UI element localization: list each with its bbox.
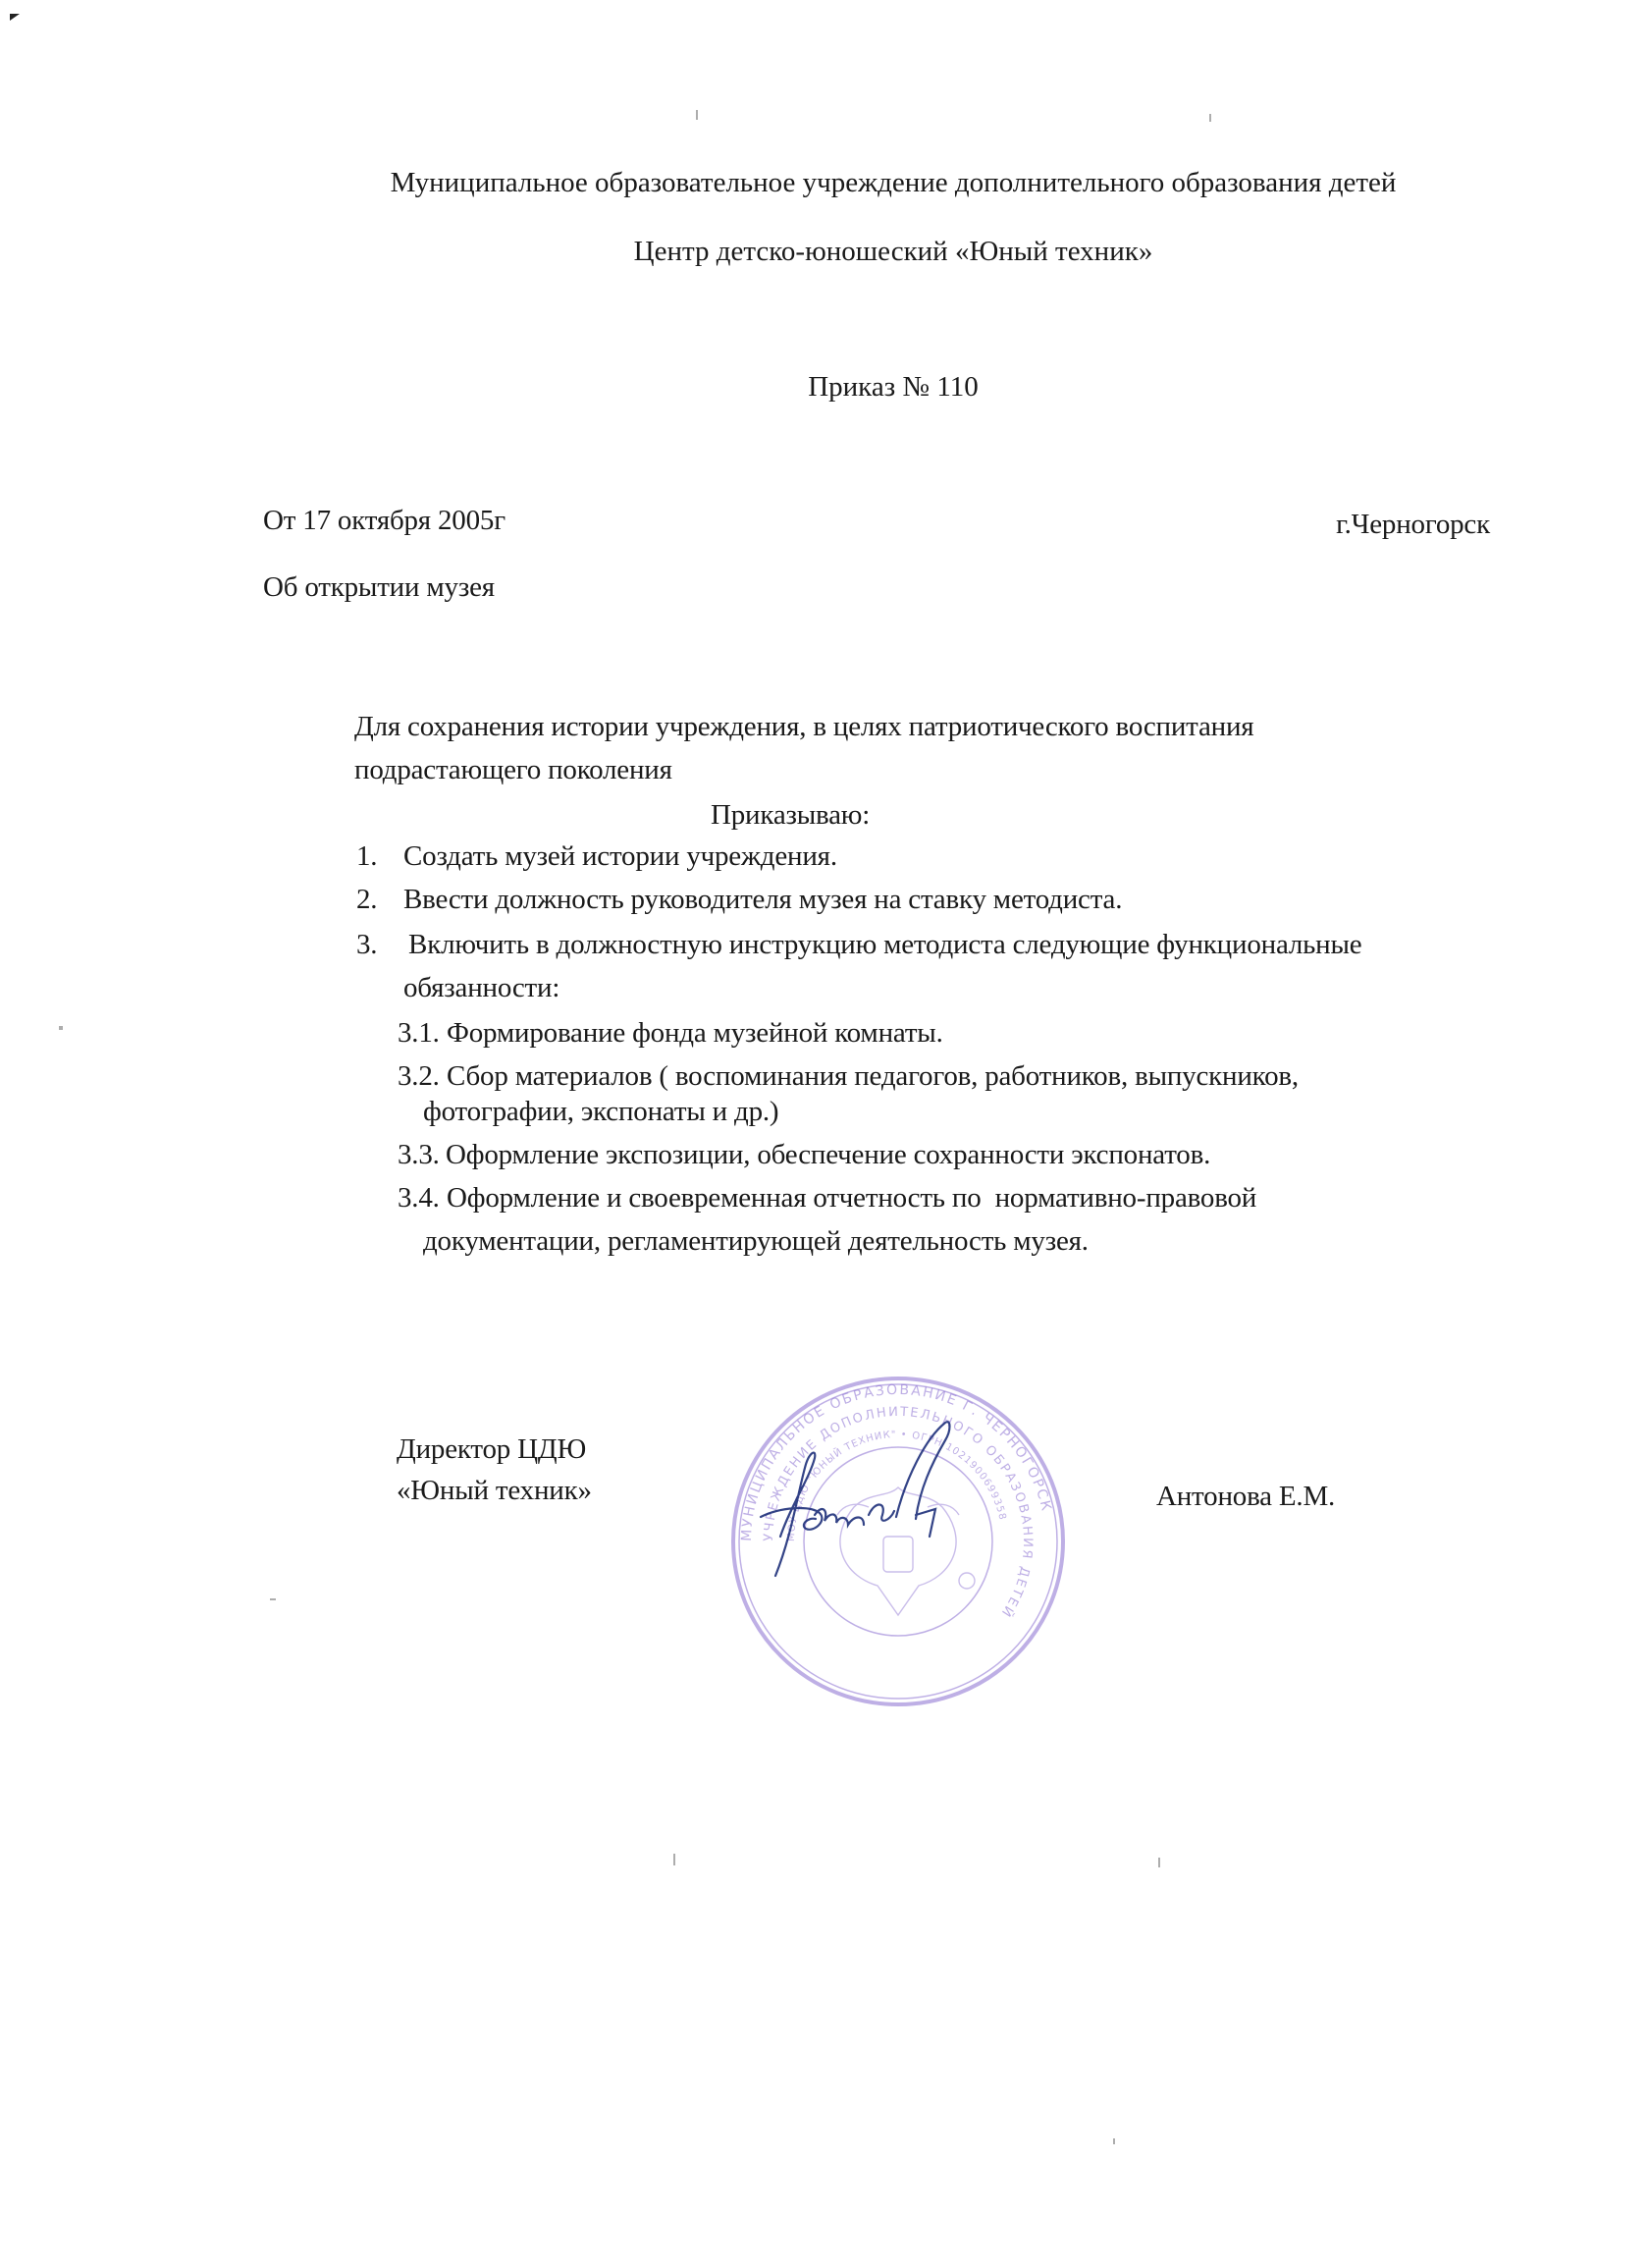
scan-speck — [270, 1598, 276, 1600]
stamp-outer-ring-text: МУНИЦИПАЛЬНОЕ ОБРАЗОВАНИЕ Г. ЧЕРНОГОРСК — [738, 1381, 1055, 1542]
subitem-number: 3.1. — [398, 1017, 440, 1049]
preamble-line: подрастающего поколения — [354, 754, 672, 785]
stamp-inner-ring-text: МОУ ЦДЮ "ЮНЫЙ ТЕХНИК" • ОГРН 1021900699358 — [785, 1429, 1008, 1542]
subitem-number: 3.3. — [398, 1139, 440, 1170]
order-date: От 17 октября 2005г — [263, 505, 505, 536]
scan-speck — [1113, 2138, 1115, 2144]
organization-subname: Центр детско-юношеский «Юный техник» — [633, 236, 1153, 267]
item-number: 1. — [356, 840, 378, 872]
stamp-middle-ring-text: УЧРЕЖДЕНИЕ ДОПОЛНИТЕЛЬНОГО ОБРАЗОВАНИЯ ДЕТЕЙ — [761, 1404, 1036, 1621]
item-number: 2. — [356, 884, 378, 915]
signatory-name: Антонова Е.М. — [1156, 1481, 1336, 1512]
stamp-inner-border — [804, 1447, 992, 1636]
signatory-title: «Юный техник» — [397, 1475, 592, 1506]
stamp-eagle-emblem — [837, 1487, 975, 1615]
subitem-number: 3.4. — [398, 1182, 440, 1214]
scan-speck — [1209, 114, 1211, 122]
item-text: Создать музей истории учреждения. — [403, 840, 837, 872]
item-text: Ввести должность руководителя музея на ставку методиста. — [403, 884, 1123, 915]
scan-speck — [673, 1854, 675, 1865]
subitem-text: Сбор материалов ( воспоминания педагогов, работников, выпускников, — [447, 1060, 1299, 1092]
subitem-text: Оформление и своевременная отчетность по нормативно-правовой — [447, 1182, 1257, 1214]
signatory-title: Директор ЦДЮ — [397, 1433, 587, 1465]
item-text: Включить в должностную инструкцию методиста следующие функциональные — [401, 929, 1362, 960]
order-word: Приказываю: — [711, 799, 871, 831]
scan-corner-mark — [10, 14, 20, 21]
order-subject: Об открытии музея — [263, 571, 495, 603]
item-text-continuation: обязанности: — [403, 972, 560, 1003]
organization-name: Муниципальное образовательное учреждение дополнительного образования детей — [390, 167, 1397, 198]
order-title: Приказ № 110 — [808, 371, 979, 403]
official-stamp — [721, 1370, 1075, 1713]
subitem-text: Формирование фонда музейной комнаты. — [447, 1017, 943, 1049]
scan-speck — [1158, 1858, 1160, 1867]
scan-speck — [59, 1026, 63, 1030]
subitem-text-continuation: фотографии, экспонаты и др.) — [423, 1096, 779, 1127]
preamble-line: Для сохранения истории учреждения, в целях патриотического воспитания — [354, 711, 1254, 742]
item-number: 3. — [356, 929, 378, 960]
scan-speck — [696, 110, 698, 120]
order-city: г.Черногорск — [1336, 509, 1490, 540]
subitem-text-continuation: документации, регламентирующей деятельность музея. — [423, 1225, 1089, 1257]
subitem-number: 3.2. — [398, 1060, 440, 1092]
stamp-outer-border — [733, 1378, 1063, 1704]
subitem-text: Оформление экспозиции, обеспечение сохранности экспонатов. — [439, 1139, 1211, 1170]
